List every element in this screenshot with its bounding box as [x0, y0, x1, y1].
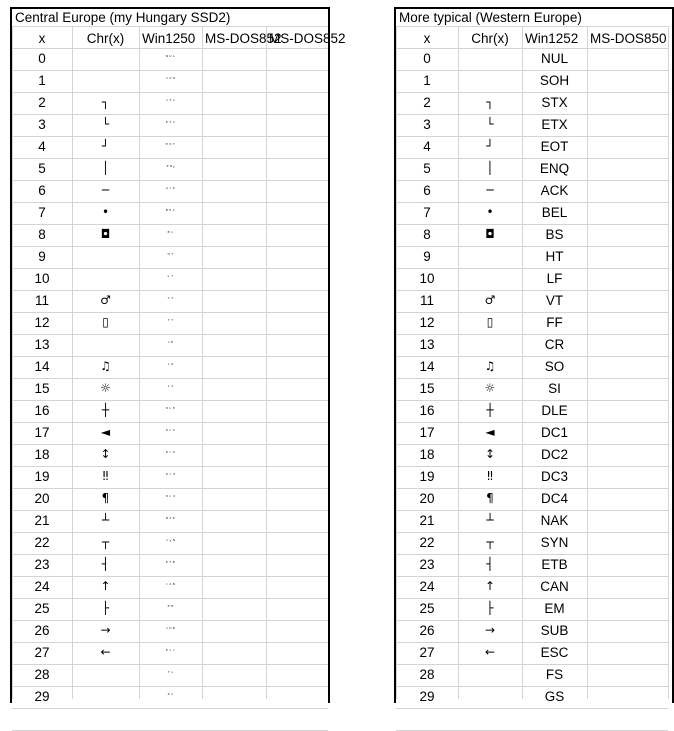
right-cell-x[interactable]: 25 — [419, 601, 435, 616]
left-cell-chr[interactable]: → — [100, 623, 111, 637]
right-cell-empty[interactable] — [587, 312, 668, 333]
right-cell-x[interactable]: 1 — [423, 73, 431, 88]
left-cell-chr[interactable]: ├ — [101, 601, 110, 615]
left-cell-win[interactable]: ᴬᶜᴷ — [165, 187, 176, 193]
right-cell-chr[interactable]: ▯ — [486, 315, 494, 329]
right-cell-win[interactable]: NUL — [540, 51, 568, 66]
left-cell-empty[interactable] — [202, 158, 266, 179]
left-cell-empty[interactable] — [266, 136, 328, 157]
left-cell-chr[interactable]: │ — [101, 161, 110, 175]
right-cell-win[interactable]: SOH — [539, 73, 570, 88]
left-cell-empty[interactable] — [202, 246, 266, 267]
left-cell-x[interactable]: 21 — [34, 513, 50, 528]
left-cell-empty[interactable] — [266, 224, 328, 245]
left-cell-x[interactable]: 18 — [34, 447, 50, 462]
right-cell-empty[interactable] — [587, 686, 668, 707]
right-cell-x[interactable]: 16 — [419, 403, 435, 418]
left-cell-empty[interactable] — [202, 202, 266, 223]
left-cell-x[interactable]: 0 — [38, 51, 46, 66]
left-cell-chr[interactable]: ┬ — [101, 535, 110, 549]
right-cell-x[interactable]: 23 — [419, 557, 435, 572]
left-cell-empty[interactable] — [202, 400, 266, 421]
right-cell-win[interactable]: CAN — [540, 579, 569, 594]
right-cell-win[interactable]: DC3 — [540, 469, 568, 484]
left-cell-x[interactable]: 27 — [34, 645, 50, 660]
right-cell-win[interactable]: DC4 — [540, 491, 568, 506]
left-cell-win[interactable]: ᴰᶜ³ — [165, 473, 176, 479]
left-cell-x[interactable]: 4 — [38, 139, 46, 154]
left-cell-win[interactable]: ˢᵀˣ — [165, 99, 176, 105]
right-table-title[interactable]: More typical (Western Europe) — [399, 10, 582, 25]
right-cell-chr[interactable]: └ — [486, 117, 494, 131]
left-cell-empty[interactable] — [266, 686, 328, 707]
right-cell-x[interactable]: 3 — [423, 117, 431, 132]
right-cell-x[interactable]: 24 — [419, 579, 435, 594]
right-cell-empty[interactable] — [587, 400, 668, 421]
left-cell-empty[interactable] — [202, 554, 266, 575]
left-cell-empty[interactable] — [266, 400, 328, 421]
right-cell-empty[interactable] — [587, 158, 668, 179]
right-cell-chr[interactable] — [458, 48, 522, 69]
left-cell-win[interactable]: ˢʸᴺ — [165, 539, 176, 545]
left-cell-win[interactable]: ᶜᴬᴺ — [165, 583, 176, 589]
left-cell-empty[interactable] — [202, 48, 266, 69]
right-cell-x[interactable]: 9 — [423, 249, 431, 264]
right-cell-chr[interactable] — [458, 246, 522, 267]
left-cell-empty[interactable] — [202, 642, 266, 663]
left-cell-x[interactable]: 1 — [38, 73, 46, 88]
right-cell-empty[interactable] — [587, 642, 668, 663]
left-cell-chr[interactable]: ┤ — [101, 557, 110, 571]
left-cell-empty[interactable] — [202, 268, 266, 289]
left-cell-win[interactable]: ᴱᵀˣ — [165, 121, 176, 127]
left-cell-empty[interactable] — [202, 598, 266, 619]
right-cell-win[interactable]: BEL — [541, 205, 568, 220]
right-cell-empty[interactable] — [587, 488, 668, 509]
right-cell-win[interactable]: ACK — [540, 183, 569, 198]
left-cell-empty[interactable] — [266, 444, 328, 465]
right-cell-empty[interactable] — [587, 224, 668, 245]
left-cell-x[interactable]: 26 — [34, 623, 50, 638]
right-cell-x[interactable]: 29 — [419, 689, 435, 704]
left-cell-chr[interactable]: ↕ — [100, 447, 111, 461]
right-cell-win[interactable]: SI — [548, 381, 561, 396]
left-cell-empty[interactable] — [266, 488, 328, 509]
right-cell-chr[interactable]: ☼ — [484, 381, 496, 395]
right-cell-chr[interactable]: ┬ — [486, 535, 494, 549]
grid-horizontal-line — [12, 708, 328, 709]
left-cell-empty[interactable] — [202, 290, 266, 311]
left-cell-win[interactable]: ᴰᴸᴱ — [165, 407, 176, 413]
right-cell-chr[interactable]: ‼ — [487, 469, 493, 483]
left-cell-x[interactable]: 2 — [38, 95, 46, 110]
right-cell-chr[interactable]: ↕ — [484, 447, 496, 461]
right-cell-x[interactable]: 27 — [419, 645, 435, 660]
left-cell-empty[interactable] — [202, 576, 266, 597]
left-cell-empty[interactable] — [266, 422, 328, 443]
right-cell-x[interactable]: 10 — [419, 271, 435, 286]
left-cell-empty[interactable] — [266, 158, 328, 179]
right-cell-empty[interactable] — [587, 114, 668, 135]
left-cell-empty[interactable] — [202, 70, 266, 91]
left-cell-empty[interactable] — [266, 576, 328, 597]
left-cell-empty[interactable] — [202, 422, 266, 443]
left-cell-chr[interactable]: ┼ — [101, 403, 110, 417]
right-cell-x[interactable]: 21 — [419, 513, 435, 528]
right-cell-empty[interactable] — [587, 576, 668, 597]
left-cell-chr[interactable]: ◄ — [100, 425, 111, 439]
right-cell-chr[interactable]: ♫ — [484, 359, 496, 373]
left-cell-empty[interactable] — [202, 620, 266, 641]
left-cell-empty[interactable] — [202, 664, 266, 685]
right-cell-empty[interactable] — [587, 356, 668, 377]
right-cell-empty[interactable] — [587, 268, 668, 289]
right-cell-win[interactable]: ETB — [541, 557, 568, 572]
left-header-col2[interactable]: Win1250 — [142, 31, 196, 46]
left-cell-x[interactable]: 3 — [38, 117, 46, 132]
right-cell-x[interactable]: 22 — [419, 535, 435, 550]
left-cell-chr[interactable]: ▯ — [102, 315, 109, 329]
left-cell-empty[interactable] — [266, 334, 328, 355]
right-cell-empty[interactable] — [587, 180, 668, 201]
right-cell-chr[interactable] — [458, 70, 522, 91]
right-cell-chr[interactable]: ♂ — [484, 293, 496, 307]
left-header-x[interactable]: x — [38, 31, 46, 46]
left-cell-win[interactable]: ᴳˢ — [166, 693, 175, 699]
left-cell-chr[interactable] — [72, 70, 139, 91]
left-cell-empty[interactable] — [266, 246, 328, 267]
left-cell-empty[interactable] — [202, 510, 266, 531]
left-cell-empty[interactable] — [266, 312, 328, 333]
right-cell-chr[interactable]: ─ — [486, 183, 494, 197]
right-header-col2[interactable]: Win1252 — [525, 31, 579, 46]
left-cell-chr[interactable] — [72, 48, 139, 69]
right-cell-win[interactable]: SYN — [540, 535, 569, 550]
grid-horizontal-line — [396, 708, 668, 709]
right-cell-chr[interactable] — [458, 334, 522, 355]
left-cell-chr[interactable]: └ — [101, 117, 110, 131]
left-cell-x[interactable]: 24 — [34, 579, 50, 594]
left-cell-empty[interactable] — [266, 356, 328, 377]
left-cell-x[interactable]: 22 — [34, 535, 50, 550]
left-cell-x[interactable]: 28 — [34, 667, 50, 682]
left-cell-empty[interactable] — [266, 554, 328, 575]
right-cell-empty[interactable] — [587, 598, 668, 619]
right-cell-chr[interactable]: ◄ — [485, 425, 495, 439]
left-cell-win[interactable]: ᴸᶠ — [166, 275, 175, 281]
left-cell-win[interactable]: ᴱᴹ — [166, 605, 175, 611]
right-cell-x[interactable]: 26 — [419, 623, 435, 638]
right-cell-x[interactable]: 17 — [419, 425, 435, 440]
left-cell-empty[interactable] — [202, 334, 266, 355]
right-cell-x[interactable]: 20 — [419, 491, 435, 506]
left-cell-empty[interactable] — [266, 598, 328, 619]
left-cell-empty[interactable] — [202, 312, 266, 333]
left-cell-empty[interactable] — [202, 378, 266, 399]
left-cell-empty[interactable] — [266, 378, 328, 399]
right-cell-empty[interactable] — [587, 334, 668, 355]
left-cell-win[interactable]: ᴱᴼᵀ — [165, 143, 176, 149]
left-cell-x[interactable]: 11 — [34, 293, 49, 308]
right-cell-win[interactable]: ENQ — [539, 161, 570, 176]
left-cell-x[interactable]: 13 — [34, 337, 50, 352]
right-cell-chr[interactable]: • — [486, 205, 494, 219]
left-cell-empty[interactable] — [266, 642, 328, 663]
left-cell-win[interactable]: ˢᵁᴮ — [165, 627, 176, 633]
left-cell-x[interactable]: 8 — [38, 227, 46, 242]
right-cell-x[interactable]: 4 — [423, 139, 431, 154]
left-cell-chr[interactable]: ┘ — [101, 139, 110, 153]
left-cell-x[interactable]: 14 — [34, 359, 50, 374]
left-cell-empty[interactable] — [266, 48, 328, 69]
right-cell-chr[interactable]: ← — [484, 645, 496, 659]
left-cell-win[interactable]: ᶠᶠ — [166, 319, 175, 325]
left-cell-empty[interactable] — [202, 180, 266, 201]
left-cell-empty[interactable] — [266, 268, 328, 289]
right-cell-x[interactable]: 0 — [423, 51, 431, 66]
right-cell-x[interactable]: 18 — [419, 447, 435, 462]
left-cell-chr[interactable] — [72, 334, 139, 355]
right-cell-win[interactable]: CR — [544, 337, 565, 352]
left-header-col4[interactable]: MS-DOS852 — [269, 31, 346, 46]
left-cell-empty[interactable] — [202, 356, 266, 377]
left-cell-empty[interactable] — [266, 180, 328, 201]
right-cell-win[interactable]: ESC — [540, 645, 569, 660]
right-cell-x[interactable]: 5 — [423, 161, 431, 176]
left-cell-chr[interactable]: ─ — [101, 183, 110, 197]
left-cell-x[interactable]: 23 — [34, 557, 50, 572]
left-cell-win[interactable]: ᶜᴿ — [166, 341, 175, 347]
right-cell-empty[interactable] — [587, 554, 668, 575]
left-cell-x[interactable]: 6 — [38, 183, 46, 198]
left-cell-chr[interactable]: ¶ — [101, 491, 110, 505]
right-cell-chr[interactable]: → — [484, 623, 496, 637]
right-cell-chr[interactable]: │ — [486, 161, 494, 175]
left-cell-win[interactable]: ᴰᶜ¹ — [165, 429, 176, 435]
right-cell-win[interactable]: EM — [544, 601, 565, 616]
right-cell-win[interactable]: FF — [546, 315, 563, 330]
right-cell-empty[interactable] — [587, 510, 668, 531]
right-cell-win[interactable]: SO — [544, 359, 565, 374]
right-cell-empty[interactable] — [587, 202, 668, 223]
left-cell-x[interactable]: 17 — [34, 425, 50, 440]
right-cell-empty[interactable] — [587, 422, 668, 443]
right-cell-win[interactable]: BS — [545, 227, 564, 242]
left-cell-chr[interactable]: ↑ — [100, 579, 111, 593]
right-cell-x[interactable]: 15 — [419, 381, 435, 396]
left-cell-x[interactable]: 12 — [34, 315, 50, 330]
left-cell-empty[interactable] — [266, 466, 328, 487]
left-cell-x[interactable]: 10 — [34, 271, 50, 286]
right-cell-empty[interactable] — [587, 620, 668, 641]
left-cell-win[interactable]: ᴰᶜ² — [165, 451, 176, 457]
right-cell-win[interactable]: DLE — [541, 403, 568, 418]
left-cell-empty[interactable] — [202, 92, 266, 113]
left-cell-win[interactable]: ᴱᴺᵠ — [165, 165, 176, 171]
right-cell-x[interactable]: 13 — [419, 337, 435, 352]
left-cell-empty[interactable] — [266, 114, 328, 135]
right-header-x[interactable]: x — [423, 31, 431, 46]
left-cell-win[interactable]: ᴱᵀᴮ — [165, 561, 176, 567]
left-cell-chr[interactable]: • — [101, 205, 110, 219]
left-table-title[interactable]: Central Europe (my Hungary SSD2) — [15, 10, 231, 25]
right-cell-chr[interactable]: ┼ — [486, 403, 494, 417]
right-cell-x[interactable]: 14 — [419, 359, 435, 374]
left-cell-win[interactable]: ᴺᴬᴷ — [165, 517, 176, 523]
right-cell-x[interactable]: 2 — [423, 95, 431, 110]
left-cell-win[interactable]: ˢᴵ — [166, 385, 175, 391]
right-cell-x[interactable]: 12 — [419, 315, 435, 330]
left-cell-empty[interactable] — [266, 664, 328, 685]
right-header-col3[interactable]: MS-DOS850 — [590, 31, 667, 46]
left-cell-empty[interactable] — [202, 686, 266, 707]
left-cell-chr[interactable]: ♫ — [100, 359, 111, 373]
left-cell-win[interactable]: ᶠˢ — [166, 671, 175, 677]
right-cell-chr[interactable]: ↑ — [484, 579, 496, 593]
right-cell-x[interactable]: 19 — [419, 469, 435, 484]
right-cell-chr[interactable] — [458, 664, 522, 685]
right-cell-empty[interactable] — [587, 444, 668, 465]
left-cell-x[interactable]: 5 — [38, 161, 46, 176]
left-cell-win[interactable]: ᴮˢ — [166, 231, 175, 237]
left-cell-x[interactable]: 16 — [34, 403, 50, 418]
right-cell-chr[interactable] — [458, 268, 522, 289]
right-cell-x[interactable]: 6 — [423, 183, 431, 198]
right-cell-empty[interactable] — [587, 532, 668, 553]
left-cell-empty[interactable] — [202, 114, 266, 135]
right-cell-chr[interactable]: ┴ — [486, 513, 494, 527]
right-cell-empty[interactable] — [587, 664, 668, 685]
left-header-col3[interactable]: MS-DOS852 — [205, 31, 282, 46]
left-cell-win[interactable]: ˢᴼᴴ — [165, 77, 176, 83]
right-cell-empty[interactable] — [587, 92, 668, 113]
right-cell-empty[interactable] — [587, 290, 668, 311]
left-cell-chr[interactable]: ♂ — [100, 293, 111, 307]
left-cell-empty[interactable] — [266, 532, 328, 553]
left-cell-empty[interactable] — [266, 70, 328, 91]
right-cell-win[interactable]: GS — [544, 689, 565, 704]
right-cell-chr[interactable]: ┤ — [486, 557, 494, 571]
right-cell-win[interactable]: LF — [546, 271, 563, 286]
left-cell-x[interactable]: 15 — [34, 381, 50, 396]
right-cell-empty[interactable] — [587, 136, 668, 157]
right-cell-x[interactable]: 7 — [423, 205, 431, 220]
left-header-chr[interactable]: Chr(x) — [86, 31, 125, 46]
left-cell-empty[interactable] — [266, 290, 328, 311]
left-cell-chr[interactable] — [72, 246, 139, 267]
right-cell-win[interactable]: EOT — [540, 139, 569, 154]
left-cell-chr[interactable] — [72, 664, 139, 685]
left-cell-win[interactable]: ᴴᵀ — [166, 253, 175, 259]
left-cell-win[interactable]: ᴮᴱᴸ — [165, 209, 176, 215]
left-cell-chr[interactable]: ☼ — [100, 381, 111, 395]
left-cell-empty[interactable] — [202, 224, 266, 245]
left-cell-win[interactable]: ⱽᵀ — [166, 297, 175, 303]
left-cell-empty[interactable] — [202, 444, 266, 465]
right-cell-chr[interactable]: ┐ — [486, 95, 494, 109]
left-cell-win[interactable]: ᴰᶜ⁴ — [165, 495, 176, 501]
left-cell-empty[interactable] — [266, 92, 328, 113]
left-cell-x[interactable]: 7 — [38, 205, 46, 220]
left-cell-chr[interactable]: ◘ — [100, 227, 111, 241]
left-cell-chr[interactable] — [72, 686, 139, 707]
right-cell-win[interactable]: NAK — [540, 513, 569, 528]
left-cell-chr[interactable] — [72, 268, 139, 289]
left-cell-empty[interactable] — [202, 136, 266, 157]
left-cell-x[interactable]: 29 — [34, 689, 50, 704]
right-cell-chr[interactable]: ¶ — [486, 491, 494, 505]
left-cell-empty[interactable] — [202, 488, 266, 509]
right-cell-chr[interactable] — [458, 686, 522, 707]
left-cell-x[interactable]: 19 — [34, 469, 50, 484]
right-cell-chr[interactable]: ┘ — [486, 139, 494, 153]
left-cell-win[interactable]: ˢᴼ — [166, 363, 175, 369]
left-cell-x[interactable]: 9 — [38, 249, 46, 264]
right-cell-chr[interactable]: ├ — [486, 601, 494, 615]
right-header-chr[interactable]: Chr(x) — [471, 31, 509, 46]
right-cell-win[interactable]: HT — [545, 249, 564, 264]
left-cell-win[interactable]: ᴺᵁᴸ — [165, 55, 176, 61]
right-cell-win[interactable]: DC1 — [540, 425, 568, 440]
right-cell-x[interactable]: 28 — [419, 667, 435, 682]
right-cell-empty[interactable] — [587, 378, 668, 399]
right-cell-x[interactable]: 8 — [423, 227, 431, 242]
right-cell-empty[interactable] — [587, 48, 668, 69]
right-cell-empty[interactable] — [587, 466, 668, 487]
right-cell-win[interactable]: VT — [545, 293, 564, 308]
left-cell-x[interactable]: 20 — [34, 491, 50, 506]
left-cell-chr[interactable]: ← — [100, 645, 111, 659]
right-cell-empty[interactable] — [587, 70, 668, 91]
left-cell-empty[interactable] — [202, 532, 266, 553]
right-cell-x[interactable]: 11 — [419, 293, 434, 308]
left-cell-empty[interactable] — [266, 510, 328, 531]
left-cell-chr[interactable]: ┴ — [101, 513, 110, 527]
left-cell-win[interactable]: ᴱˢᶜ — [165, 649, 176, 655]
left-cell-chr[interactable]: ┐ — [101, 95, 110, 109]
right-cell-win[interactable]: DC2 — [540, 447, 568, 462]
left-cell-empty[interactable] — [266, 620, 328, 641]
right-cell-win[interactable]: FS — [545, 667, 564, 682]
left-cell-chr[interactable]: ‼ — [102, 469, 109, 483]
left-cell-empty[interactable] — [266, 202, 328, 223]
left-cell-x[interactable]: 25 — [34, 601, 50, 616]
right-cell-win[interactable]: ETX — [541, 117, 568, 132]
right-cell-win[interactable]: SUB — [540, 623, 569, 638]
right-cell-win[interactable]: STX — [541, 95, 568, 110]
left-cell-empty[interactable] — [202, 466, 266, 487]
right-cell-empty[interactable] — [587, 246, 668, 267]
right-cell-chr[interactable]: ◘ — [485, 227, 495, 241]
